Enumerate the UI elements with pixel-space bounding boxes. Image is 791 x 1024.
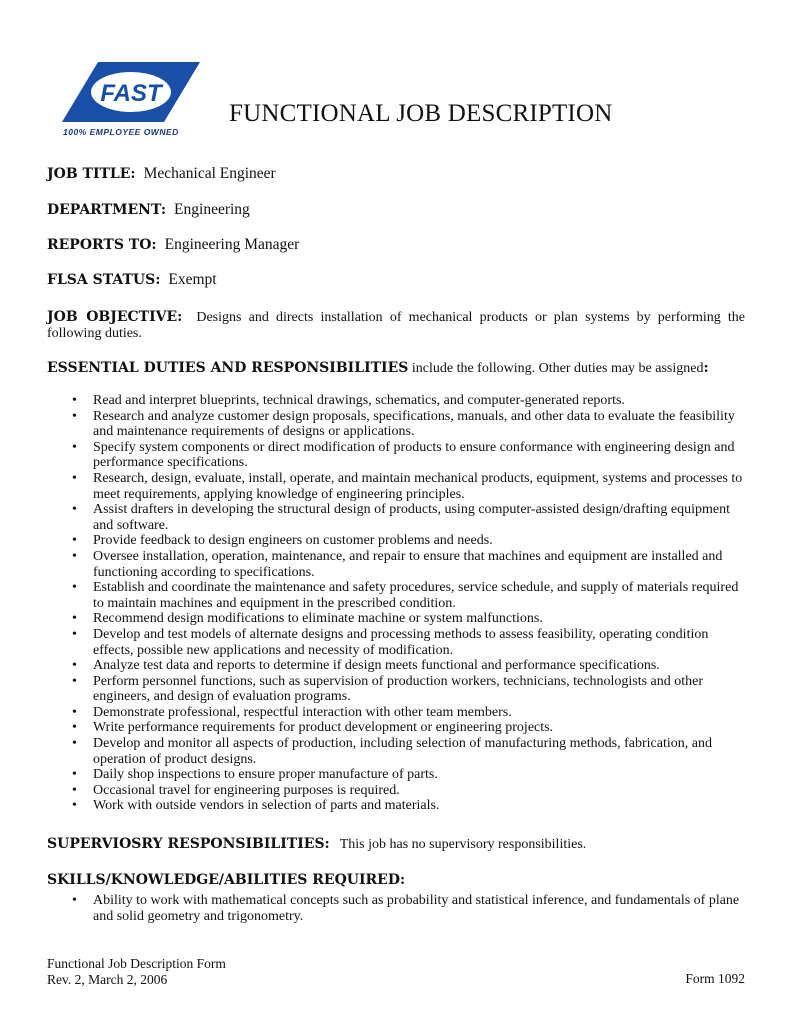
list-item: • Assist drafters in developing the structural design of products, using computer-assisted design/drafting equipment and software. <box>72 502 752 533</box>
list-item: • Write performance requirements for product development or engineering projects. <box>72 720 752 736</box>
list-item: • Read and interpret blueprints, technical drawings, schematics, and computer-generated reports. <box>72 393 752 409</box>
essential-duties-heading: ESSENTIAL DUTIES AND RESPONSIBILITIES include the following. Other duties may be assigned: <box>47 360 709 376</box>
list-item: • Establish and coordinate the maintenance and safety procedures, service schedule, and supply of materials required to maintain machines and equipment in the prescribed condition. <box>72 580 752 611</box>
supervisory-responsibilities: SUPERVIOSRY RESPONSIBILITIES: This job has no supervisory responsibilities. <box>47 836 587 852</box>
list-item: • Research and analyze customer design proposals, specifications, manuals, and other data to evaluate the feasibility and maintenance requirements of designs or applications. <box>72 409 752 440</box>
list-item: • Perform personnel functions, such as supervision of production workers, technicians, technologists and other engineers, and design of evaluation programs. <box>72 674 752 705</box>
flsa-status-field: FLSA STATUS: Exempt <box>47 271 217 288</box>
company-logo <box>60 60 202 138</box>
document-title: FUNCTIONAL JOB DESCRIPTION <box>229 100 613 127</box>
list-item: • Develop and test models of alternate designs and processing methods to assess feasibility, operating condition effects, possible new applications and necessity of modification. <box>72 627 752 658</box>
list-item: • Analyze test data and reports to determine if design meets functional and performance specifications. <box>72 658 752 674</box>
reports-to-field: REPORTS TO: Engineering Manager <box>47 236 300 253</box>
svg-text:FAST: FAST <box>100 80 162 107</box>
list-item: • Work with outside vendors in selection of parts and materials. <box>72 798 752 814</box>
footer-revision: Rev. 2, March 2, 2006 <box>47 971 168 987</box>
skills-heading: SKILLS/KNOWLEDGE/ABILITIES REQUIRED: <box>47 872 406 888</box>
list-item: • Demonstrate professional, respectful interaction with other team members. <box>72 705 752 721</box>
list-item: • Ability to work with mathematical concepts such as probability and statistical inference, and fundamentals of plane and solid geometry and trigonometry. <box>72 893 752 924</box>
list-item: • Specify system components or direct modification of products to ensure conformance with engineering design and performance specifications. <box>72 440 752 471</box>
department-field: DEPARTMENT: Engineering <box>47 201 250 218</box>
footer-form-name: Functional Job Description Form <box>47 956 226 971</box>
list-item: • Recommend design modifications to eliminate machine or system malfunctions. <box>72 611 752 627</box>
job-title-field: JOB TITLE: Mechanical Engineer <box>47 165 276 182</box>
footer-form-info <box>47 956 226 987</box>
list-item: • Research, design, evaluate, install, operate, and maintain mechanical products, equipment, systems and processes to meet requirements, applying knowledge of engineering principles. <box>72 471 752 502</box>
job-objective: JOB OBJECTIVE: Designs and directs installation of mechanical products or plan systems by performing the following duties. <box>47 309 745 341</box>
footer-form-number: Form 1092 <box>685 971 745 986</box>
svg-text:100% EMPLOYEE OWNED: 100% EMPLOYEE OWNED <box>63 127 179 137</box>
skills-list <box>72 893 752 924</box>
list-item: • Occasional travel for engineering purposes is required. <box>72 783 752 799</box>
list-item: • Daily shop inspections to ensure proper manufacture of parts. <box>72 767 752 783</box>
list-item: • Develop and monitor all aspects of production, including selection of manufacturing methods, fabrication, and operation of product designs. <box>72 736 752 767</box>
list-item: • Oversee installation, operation, maintenance, and repair to ensure that machines and equipment are installed and functioning according to specifications. <box>72 549 752 580</box>
list-item: • Provide feedback to design engineers on customer problems and needs. <box>72 533 752 549</box>
duties-list <box>72 393 752 814</box>
